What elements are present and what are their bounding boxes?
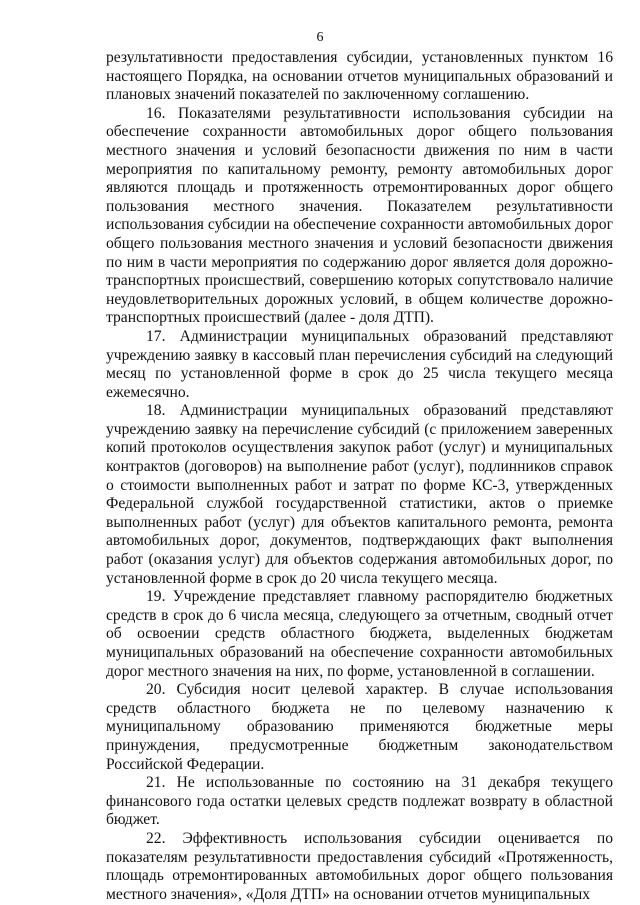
paragraph-19: 19. Учреждение представляет главному распорядителю бюджетных средств в срок до 6 числа месяца, следующего за отчетным, сводный отчет об освоении средств областного бюджета, выделенных бюджетам муниципальных образований на обеспечение сохранности автомобильных дорог местного значения на них, по форме, установленной в соглашении. xyxy=(106,588,613,680)
paragraph-18: 18. Администрации муниципальных образований представляют учреждению заявку на перечисление субсидий (с приложением заверенных копий протоколов осуществления закупок работ (услуг) и муниципальных контрактов (договоров) на выполнение работ (услуг), подлинников справок о стоимости выполненных работ и затрат по форме КС-3, утвержденных Федеральной службой государственной статистики, актов о приемке выполненных работ (услуг) для объектов капитального ремонта, ремонта автомобильных дорог, документов, подтверждающих факт выполнения работ (оказания услуг) для объектов содержания автомобильных дорог, по установленной форме в срок до 20 числа текущего месяца. xyxy=(106,402,613,587)
paragraph-16: 16. Показателями результативности использования субсидии на обеспечение сохранности автомобильных дорог общего пользования местного значения и условий безопасности движения по ним в части мероприятия по капитальному ремонту, ремонту автомобильных дорог являются площадь и протяженность отремонтированных дорог общего пользования местного значения. Показателем результативности использования субсидии на обеспечение сохранности автомобильных дорог общего пользования местного значения и условий безопасности движения по ним в части мероприятия по содержанию дорог является доля дорожно-транспортных происшествий, совершению которых сопутствовало наличие неудовлетворительных дорожных условий, в общем количестве дорожно-транспортных происшествий (далее - доля ДТП). xyxy=(106,104,613,327)
paragraph-20: 20. Субсидия носит целевой характер. В случае использования средств областного бюджета не по целевому назначению к муниципальному образованию применяются бюджетные меры принуждения, предусмотренные бюджетным законодательством Российской Федерации. xyxy=(106,681,613,773)
document-body xyxy=(106,49,613,904)
paragraph-21: 21. Не использованные по состоянию на 31 декабря текущего финансового года остатки целевых средств подлежат возврату в областной бюджет. xyxy=(106,774,613,829)
page-number: 6 xyxy=(316,30,324,45)
paragraph-22: 22. Эффективность использования субсидии оценивается по показателям результативности предоставления субсидий «Протяженность, площадь отремонтированных автомобильных дорог общего пользования местного значения», «Доля ДТП» на основании отчетов муниципальных xyxy=(106,829,613,903)
paragraph-continuation: результативности предоставления субсидии, установленных пунктом 16 настоящего Порядка, на основании отчетов муниципальных образований и плановых значений показателей по заключенному соглашению. xyxy=(106,49,613,104)
paragraph-17: 17. Администрации муниципальных образований представляют учреждению заявку в кассовый план перечисления субсидий на следующий месяц по установленной форме в срок до 25 числа текущего месяца ежемесячно. xyxy=(106,327,613,401)
